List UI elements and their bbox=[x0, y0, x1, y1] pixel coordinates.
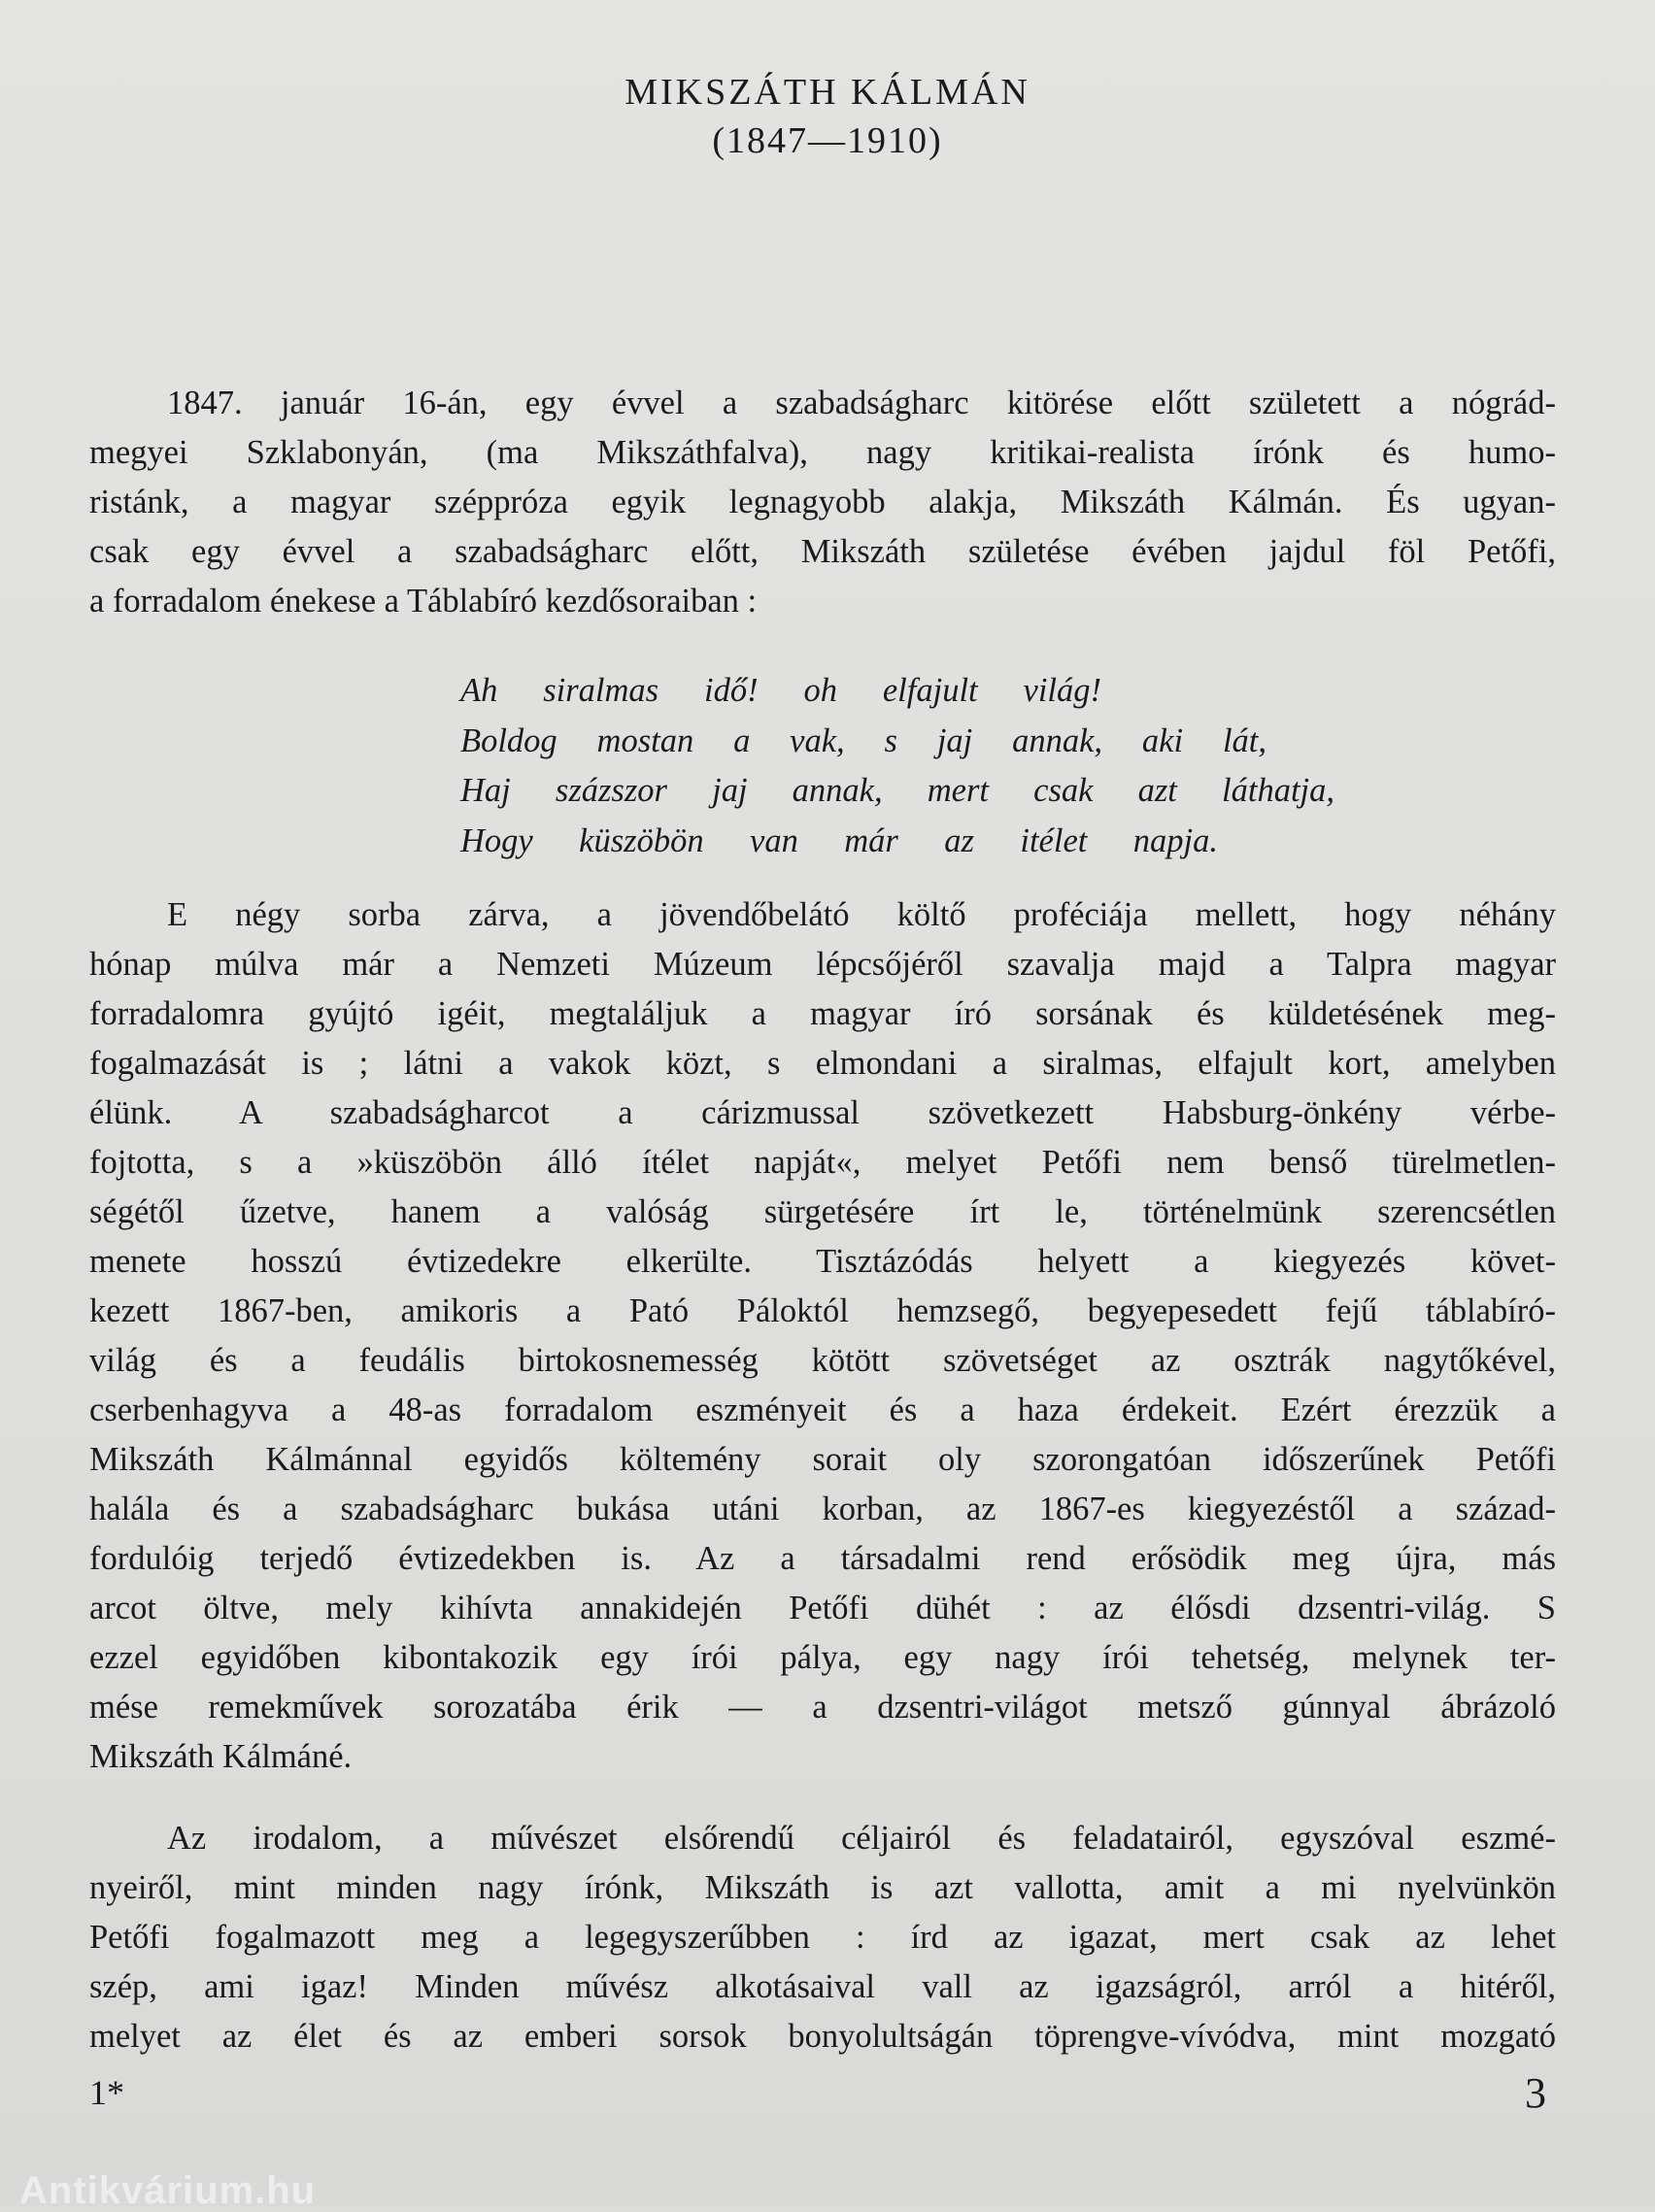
text-line: E négy sorba zárva, a jövendőbelátó költő proféciája mellett, hogy néhány bbox=[167, 896, 1556, 933]
poem-line: Ah siralmas idő! oh elfajult világ! bbox=[460, 672, 1101, 709]
text-line: nyeiről, mint minden nagy írónk, Mikszáth is azt vallotta, amit a mi nyelvünkön bbox=[89, 1869, 1556, 1906]
paragraph-1 bbox=[89, 379, 1556, 626]
text-line: mése remekművek sorozatába érik — a dzsentri-világot metsző gúnnyal ábrázoló bbox=[89, 1689, 1556, 1726]
text-line: megyei Szklabonyán, (ma Mikszáthfalva), nagy kritikai-realista írónk és humo- bbox=[89, 434, 1556, 471]
text-line: forradalomra gyújtó igéit, megtaláljuk a magyar író sorsának és küldetésének meg- bbox=[89, 995, 1556, 1032]
text-line: menete hosszú évtizedekre elkerülte. Tisztázódás helyett a kiegyezés követ- bbox=[89, 1243, 1556, 1280]
paragraph-2 bbox=[89, 890, 1556, 1782]
life-dates: (1847—1910) bbox=[712, 120, 943, 161]
signature-mark: 1* bbox=[89, 2073, 124, 2112]
text-line: halála és a szabadságharc bukása utáni korban, az 1867-es kiegyezéstől a század- bbox=[89, 1491, 1556, 1527]
poem-quote bbox=[460, 666, 1334, 866]
text-line: szép, ami igaz! Minden művész alkotásaival vall az igazságról, arról a hitéről, bbox=[89, 1968, 1556, 2005]
text-line: kezett 1867-ben, amikoris a Pató Páloktól hemzsegő, begyepesedett fejű táblabíró- bbox=[89, 1292, 1556, 1329]
text-line: fordulóig terjedő évtizedekben is. Az a társadalmi rend erősödik meg újra, más bbox=[89, 1540, 1556, 1577]
watermark: Antikvárium.hu bbox=[19, 2169, 317, 2212]
poem-line: Haj százszor jaj annak, mert csak azt láthatja, bbox=[460, 772, 1334, 809]
text-line: melyet az élet és az emberi sorsok bonyolultságán töprengve-vívódva, mint mozgató bbox=[89, 2018, 1556, 2055]
chapter-title: MIKSZÁTH KÁLMÁN bbox=[625, 72, 1030, 113]
text-line: cserbenhagyva a 48-as forradalom eszményeit és a haza érdekeit. Ezért érezzük a bbox=[89, 1391, 1556, 1428]
text-line: Petőfi fogalmazott meg a legegyszerűbben : írd az igazat, mert csak az lehet bbox=[89, 1919, 1556, 1956]
text-line: arcot öltve, mely kihívta annakidején Petőfi dühét : az élősdi dzsentri-világ. S bbox=[89, 1590, 1556, 1626]
text-line: Mikszáth Kálmáné. bbox=[89, 1738, 353, 1775]
text-line: Az irodalom, a művészet elsőrendű céljairól és feladatairól, egyszóval eszmé- bbox=[167, 1820, 1556, 1857]
text-line: hónap múlva már a Nemzeti Múzeum lépcsőjéről szavalja majd a Talpra magyar bbox=[89, 946, 1556, 983]
paragraph-3 bbox=[89, 1814, 1556, 2061]
text-line: Mikszáth Kálmánnal egyidős költemény sorait oly szorongatóan időszerűnek Petőfi bbox=[89, 1441, 1556, 1478]
text-line: 1847. január 16-án, egy évvel a szabadságharc kitörése előtt született a nógrád- bbox=[167, 385, 1556, 421]
page-number: 3 bbox=[1525, 2069, 1546, 2117]
poem-line: Hogy küszöbön van már az itélet napja. bbox=[460, 821, 1218, 859]
text-line: ezzel egyidőben kibontakozik egy írói pálya, egy nagy írói tehetség, melynek ter- bbox=[89, 1639, 1556, 1676]
text-line: a forradalom énekese a Táblabíró kezdősoraiban : bbox=[89, 583, 758, 620]
text-line: fojtotta, s a »küszöbön álló ítélet napját«, melyet Petőfi nem benső türelmetlen- bbox=[89, 1144, 1556, 1181]
text-line: ségétől űzetve, hanem a valóság sürgetésére írt le, történelmünk szerencsétlen bbox=[89, 1193, 1556, 1230]
text-line: élünk. A szabadságharcot a cárizmussal szövetkezett Habsburg-önkény vérbe- bbox=[89, 1094, 1556, 1131]
text-line: fogalmazását is ; látni a vakok közt, s elmondani a siralmas, elfajult kort, amelyben bbox=[89, 1045, 1556, 1082]
text-line: csak egy évvel a szabadságharc előtt, Mikszáth születése évében jajdul föl Petőfi, bbox=[89, 533, 1556, 570]
text-line: ristánk, a magyar széppróza egyik legnagyobb alakja, Mikszáth Kálmán. És ugyan- bbox=[89, 484, 1556, 520]
poem-line: Boldog mostan a vak, s jaj annak, aki lát, bbox=[460, 721, 1267, 759]
text-line: világ és a feudális birtokosnemesség kötött szövetséget az osztrák nagytőkével, bbox=[89, 1342, 1556, 1379]
